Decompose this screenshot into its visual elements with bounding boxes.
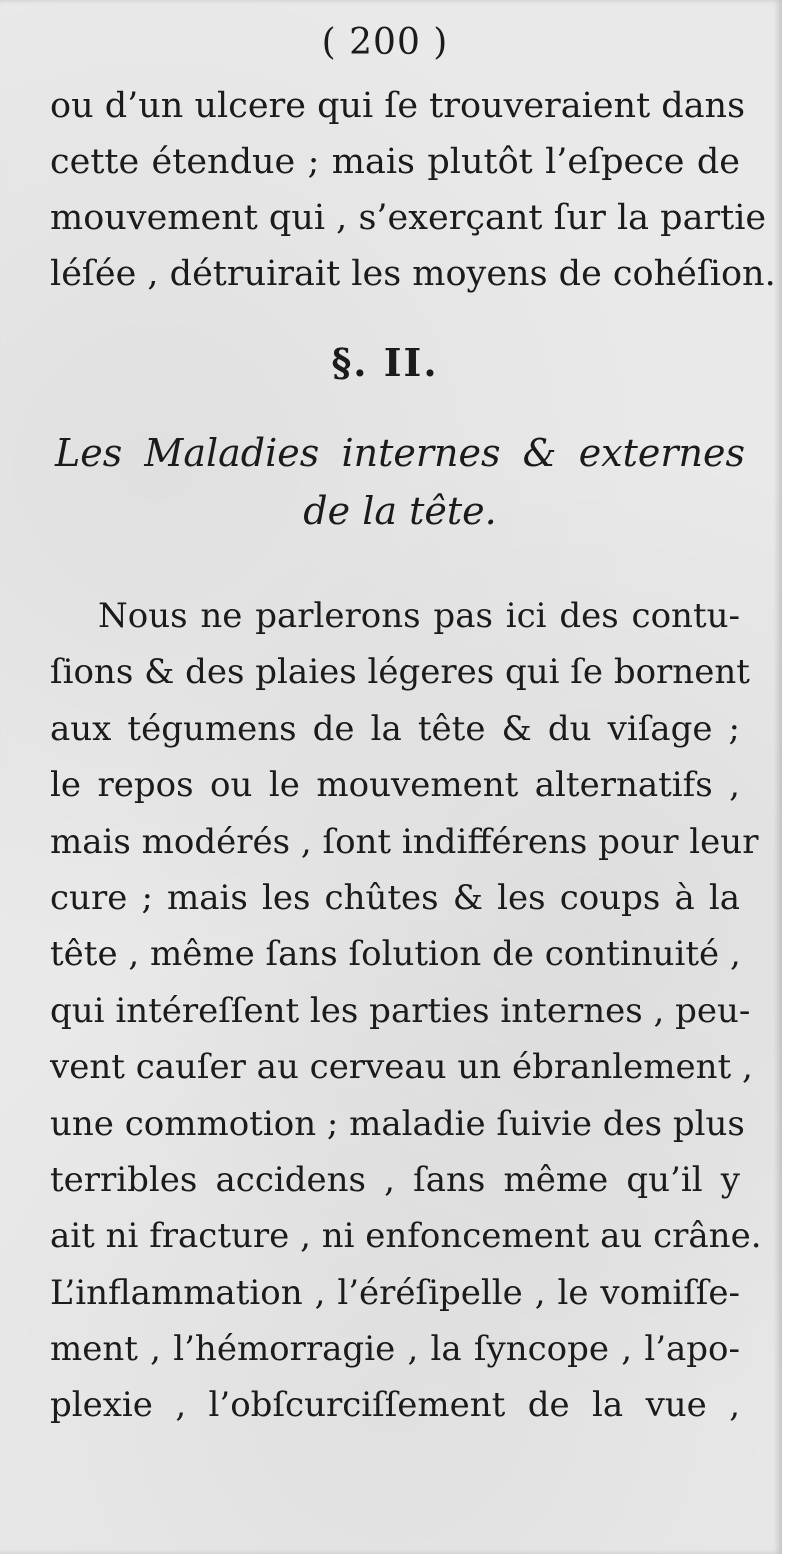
text-line: aux tégumens de la tête & du viſage ; [50, 708, 740, 749]
body-paragraph [50, 588, 762, 1434]
text-line: Nous ne parlerons pas ici des contu- [98, 596, 740, 636]
text-line: ou d’un ulcere qui ſe trouveraient dans [50, 86, 746, 126]
text-line: ment , l’hémorragie , la ſyncope , l’apo- [50, 1329, 740, 1370]
continuation-paragraph [50, 78, 776, 302]
text-line: ait ni fracture , ni enfoncement au crâne. [50, 1216, 762, 1257]
text-line: le repos ou le mouvement alternatifs , [50, 765, 740, 806]
text-line: terribles accidens , ſans même qu’il y [50, 1159, 740, 1200]
text-line: cette étendue ; mais plutôt l’eſpece de [50, 142, 740, 182]
text-line: léſée , détruirait les moyens de cohéſion. [50, 254, 776, 294]
text-line: qui intéreſſent les parties internes , peu- [50, 990, 751, 1031]
section-number: §. II. [331, 340, 439, 385]
text-line: tête , même ſans ſolution de continuité , [50, 934, 741, 975]
text-line: mouvement qui , s’exerçant ſur la partie [50, 198, 767, 238]
text-line: ſions & des plaies légeres qui ſe bornent [50, 652, 750, 693]
text-line: mais modérés , ſont indifférens pour leur [50, 821, 759, 862]
text-line: L’inflammation , l’éréſipelle , le vomiſſe- [50, 1272, 740, 1313]
text-line: une commotion ; maladie ſuivie des plus [50, 1103, 745, 1144]
page-number: ( 200 ) [321, 22, 449, 63]
section-heading-line-1: Les Maladies internes & externes [55, 431, 745, 475]
text-line: plexie , l’obſcurciſſement de la vue , [50, 1385, 740, 1426]
text-line: cure ; mais les chûtes & les coups à la [50, 877, 740, 918]
section-heading-line-2: de la tête. [303, 489, 497, 533]
section-heading [55, 424, 745, 540]
text-line: vent cauſer au cerveau un ébranlement , [50, 1047, 753, 1088]
